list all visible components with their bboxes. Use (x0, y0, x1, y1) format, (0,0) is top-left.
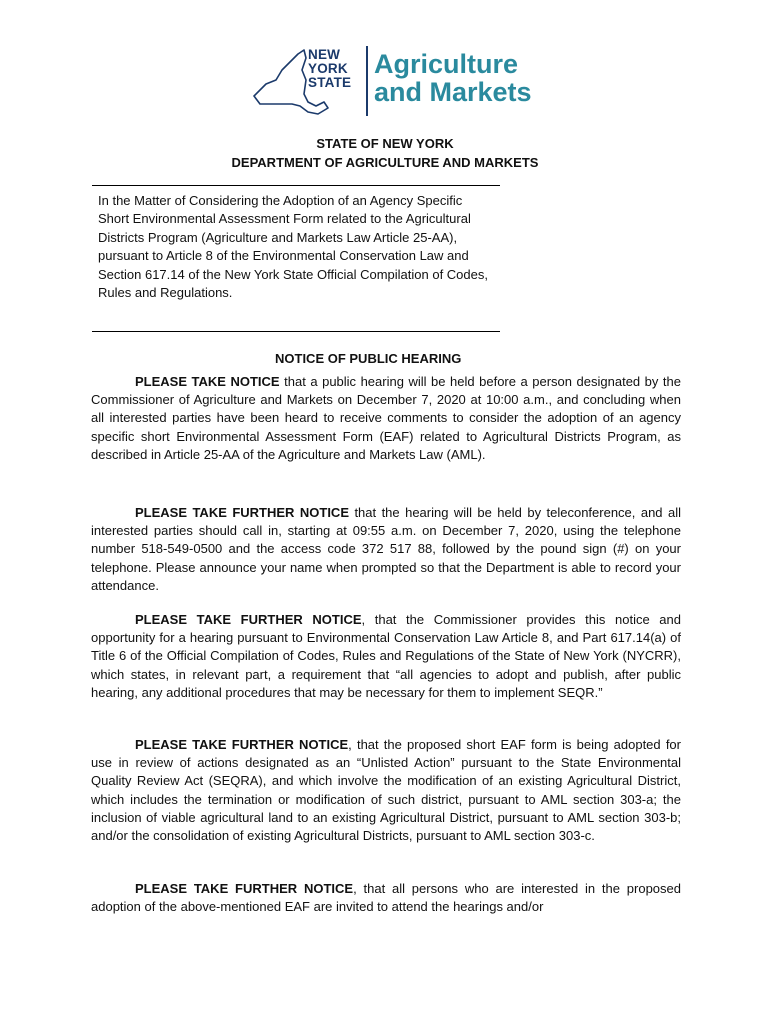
paragraph-text: , that the Commissioner provides this notice and opportunity for a hearing pursuant to Environmental Conservation Law Article 8, and Part 617.14(a) of Title 6 of the Official Compilation of Codes, Rules and Regulations of the State of New York (NYCRR), which states, in relevant part, a requirement that “all agencies to adopt and publish, after public hearing, any additional procedures that may be necessary for them to implement SEQR.” (91, 612, 681, 700)
notice-paragraph (91, 880, 681, 916)
notice-paragraph (91, 611, 681, 702)
paragraph-text: , that all persons who are interested in the proposed adoption of the above-mentioned EAF are invited to attend the hearings and/or (91, 881, 681, 915)
paragraph-text: , that the proposed short EAF form is being adopted for use in review of actions designated as an “Unlisted Action” pursuant to the State Environmental Quality Review Act (SEQRA), and which involve the modification of an existing Agricultural District, which includes the termination or modification of such district, pursuant to AML section 303-a; the inclusion of viable agricultural land to an existing Agricultural District, pursuant to AML section 303-b; and/or the consolidation of existing Agricultural Districts, pursuant to AML section 303-c. (91, 737, 681, 844)
paragraph-lead: PLEASE TAKE FURTHER NOTICE (135, 612, 362, 627)
paragraph-text: that a public hearing will be held before a person designated by the Commissioner of Agriculture and Markets on December 7, 2020 at 10:00 a.m., and concluding when all interested parties have been heard to receive comments to consider the adoption of an agency specific short Environmental Assessment Form (EAF) related to Agricultural Districts Program, as described in Article 25-AA of the Agriculture and Markets Law (AML). (91, 374, 682, 462)
new-york-state-wordmark (308, 48, 351, 90)
wordmark-line: YORK (308, 61, 348, 76)
agency-line: Agriculture (374, 49, 519, 79)
paragraph-lead: PLEASE TAKE FURTHER NOTICE (135, 737, 349, 752)
logo-divider (366, 46, 368, 116)
state-heading: STATE OF NEW YORK (316, 136, 454, 151)
paragraph-lead: PLEASE TAKE FURTHER NOTICE (135, 505, 349, 520)
nys-agriculture-markets-logo (246, 44, 536, 120)
notice-paragraph (91, 373, 681, 464)
paragraph-lead: PLEASE TAKE NOTICE (135, 374, 280, 389)
matter-caption: In the Matter of Considering the Adoption of an Agency Specific Short Environmental Assessment Form related to the Agricultural Districts Program (Agriculture and Markets Law Article 25-AA), pursuant to Article 8 of the Environmental Conservation Law and Section 617.14 of the New York State Official Compilation of Codes, Rules and Regulations. (98, 193, 488, 301)
notice-title: NOTICE OF PUBLIC HEARING (275, 351, 462, 366)
wordmark-line: NEW (308, 47, 341, 62)
agency-wordmark (374, 50, 532, 106)
wordmark-line: STATE (308, 75, 352, 90)
paragraph-lead: PLEASE TAKE FURTHER NOTICE (135, 881, 354, 896)
notice-paragraph (91, 504, 681, 595)
caption-top-rule (92, 185, 500, 186)
agency-line: and Markets (374, 77, 532, 107)
caption-bottom-rule (92, 331, 500, 332)
department-heading: DEPARTMENT OF AGRICULTURE AND MARKETS (231, 155, 539, 170)
notice-paragraph (91, 736, 681, 845)
paragraph-text: that the hearing will be held by teleconference, and all interested parties should call in, starting at 09:55 a.m. on December 7, 2020, using the telephone number 518-549-0500 and the access code 372 517 88, followed by the pound sign (#) on your telephone. Please announce your name when prompted so that the Department is able to record your attendance. (91, 505, 681, 593)
